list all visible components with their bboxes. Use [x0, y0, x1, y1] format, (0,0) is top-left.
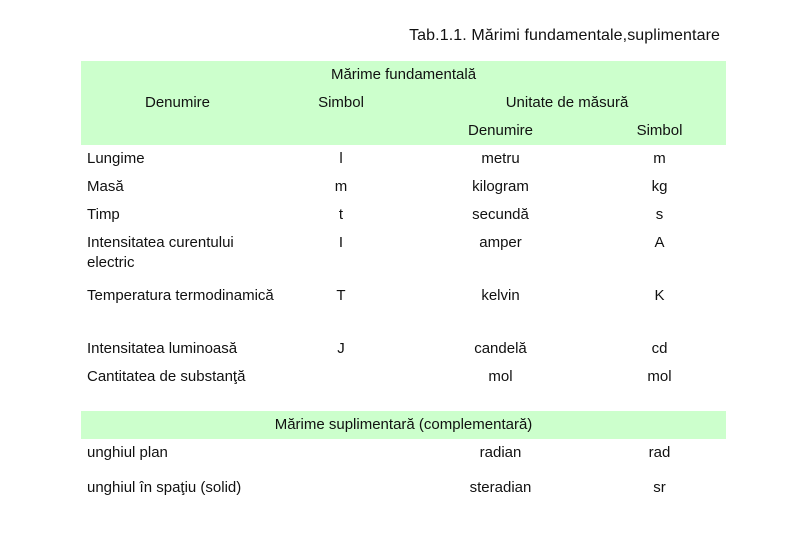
spacer-cell — [81, 391, 726, 411]
table-row — [81, 229, 726, 282]
quantity-symbol: m — [334, 178, 348, 195]
header-empty-cell — [81, 117, 274, 145]
unit-symbol: m — [653, 150, 666, 167]
unit-subheader-row — [81, 117, 726, 145]
table-caption: Tab.1.1. Mărimi fundamentale,suplimentare — [409, 27, 720, 44]
quantity-name: Lungime — [87, 150, 145, 167]
header-unit: Unitate de măsură — [408, 89, 726, 117]
column-header-row — [81, 89, 726, 117]
supplementary-section-title: Mărime suplimentară (complementară) — [81, 411, 726, 439]
supplementary-section-header-row — [81, 411, 726, 439]
table-row — [81, 363, 726, 391]
units-table — [81, 61, 726, 509]
unit-symbol: kg — [651, 178, 668, 195]
table-row — [81, 201, 726, 229]
header-unit-symbol: Simbol — [593, 117, 726, 145]
unit-name: steradian — [469, 479, 532, 496]
table-row — [81, 439, 726, 467]
header-unit-name: Denumire — [408, 117, 593, 145]
quantity-name: Intensitatea luminoasă — [87, 340, 238, 357]
quantity-name: unghiul în spaţiu (solid) — [87, 479, 242, 496]
unit-name: candelă — [474, 340, 527, 357]
table-row — [81, 173, 726, 201]
header-name: Denumire — [81, 89, 274, 117]
header-empty-cell — [274, 117, 408, 145]
unit-symbol: rad — [648, 444, 671, 461]
quantity-name: Timp — [87, 206, 120, 223]
quantity-symbol — [274, 363, 408, 391]
unit-symbol: mol — [647, 368, 672, 385]
quantity-symbol: T — [336, 287, 346, 304]
unit-name: kilogram — [472, 178, 529, 195]
unit-symbol: s — [655, 206, 664, 223]
quantity-name: Temperatura termodinamică — [87, 287, 274, 304]
fundamental-section-header-row — [81, 61, 726, 89]
quantity-symbol: l — [339, 150, 343, 167]
header-symbol: Simbol — [274, 89, 408, 117]
section-spacer — [81, 391, 726, 411]
quantity-name: unghiul plan — [87, 444, 168, 461]
unit-name: amper — [479, 234, 522, 251]
quantity-name: Cantitatea de substanţă — [87, 368, 246, 385]
quantity-symbol: J — [337, 340, 345, 357]
unit-symbol: cd — [651, 340, 668, 357]
unit-name: metru — [481, 150, 520, 167]
quantity-symbol: I — [338, 234, 344, 251]
table-row — [81, 335, 726, 363]
unit-symbol: sr — [653, 479, 666, 496]
table-row — [81, 145, 726, 173]
quantity-symbol — [274, 439, 408, 467]
unit-name: kelvin — [481, 287, 520, 304]
quantity-name: Intensitatea curentului electric — [87, 234, 234, 271]
fundamental-section-title: Mărime fundamentală — [81, 61, 726, 89]
unit-name: mol — [488, 368, 513, 385]
quantity-name: Masă — [87, 178, 124, 195]
table-row — [81, 282, 726, 335]
quantity-symbol — [274, 467, 408, 509]
unit-name: radian — [479, 444, 522, 461]
table-row — [81, 467, 726, 509]
unit-symbol: K — [654, 287, 665, 304]
quantity-symbol: t — [338, 206, 344, 223]
unit-symbol: A — [654, 234, 665, 251]
unit-name: secundă — [472, 206, 529, 223]
